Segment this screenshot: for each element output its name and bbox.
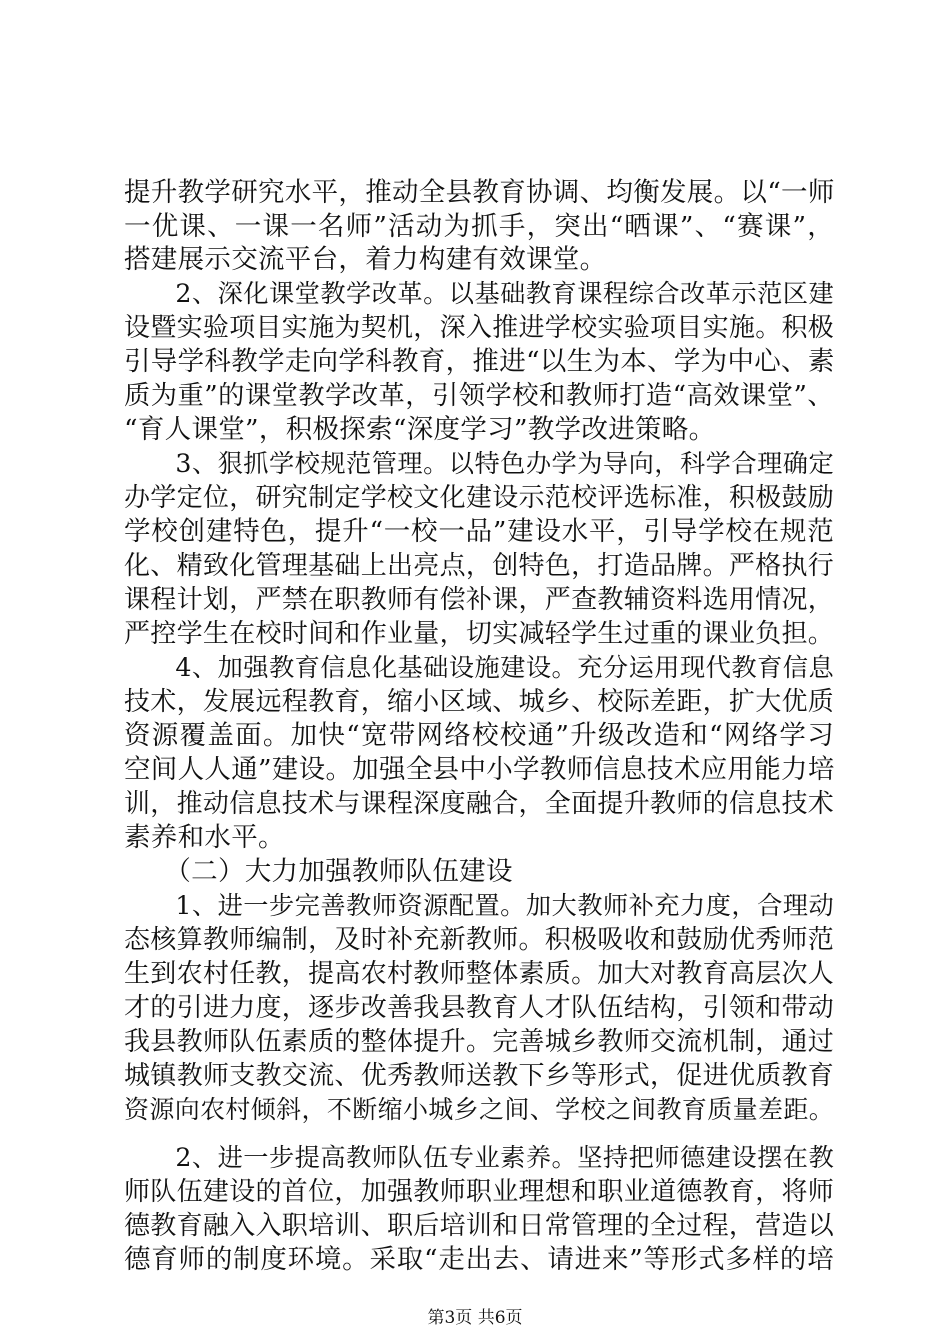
text-line: 提升教学研究水平，推动全县教育协调、均衡发展。以“一师 <box>124 177 835 208</box>
text-line: 资源覆盖面。加快“宽带网络校校通”升级改造和“网络学习 <box>124 720 834 751</box>
page-number: 第3页 共6页 <box>427 1308 523 1328</box>
text-line: 2、进一步提高教师队伍专业素养。坚持把师德建设摆在教 <box>124 1143 834 1172</box>
text-line: 素养和水平。 <box>124 822 285 853</box>
text-line: 质为重”的课堂教学改革，引领学校和教师打造“高效课堂”、 <box>124 381 834 411</box>
text-line: 4、加强教育信息化基础设施建设。充分运用现代教育信息 <box>124 653 834 682</box>
text-line: 3、狠抓学校规范管理。以特色办学为导向，科学合理确定 <box>124 449 834 478</box>
text-line: 城镇教师支教交流、优秀教师送教下乡等形式，促进优质教育 <box>124 1061 835 1091</box>
text-line: 引导学科教学走向学科教育，推进“以生为本、学为中心、素 <box>124 346 835 377</box>
text-line: 严控学生在校时间和作业量，切实减轻学生过重的课业负担。 <box>124 619 835 649</box>
text-line: 技术，发展远程教育，缩小区域、城乡、校际差距，扩大优质 <box>124 687 835 717</box>
text-line: “育人课堂”，积极探索“深度学习”教学改进策略。 <box>124 414 716 445</box>
text-line: 才的引进力度，逐步改善我县教育人才队伍结构，引领和带动 <box>124 993 835 1023</box>
text-line: 搭建展示交流平台，着力构建有效课堂。 <box>124 244 607 275</box>
text-line: 生到农村任教，提高农村教师整体素质。加大对教育高层次人 <box>124 959 835 989</box>
text-line: 1、进一步完善教师资源配置。加大教师补充力度，合理动 <box>124 891 834 920</box>
text-line: 德育师的制度环境。采取“走出去、请进来”等形式多样的培 <box>124 1244 834 1275</box>
text-line: 德教育融入入职培训、职后培训和日常管理的全过程，营造以 <box>124 1211 835 1241</box>
text-line: 资源向农村倾斜，不断缩小城乡之间、学校之间教育质量差距。 <box>124 1095 834 1124</box>
text-line: 师队伍建设的首位，加强教师职业理想和职业道德教育，将师 <box>124 1177 835 1207</box>
text-line: 课程计划，严禁在职教师有偿补课，严查教辅资料选用情况， <box>124 585 835 615</box>
text-line: 训，推动信息技术与课程深度融合，全面提升教师的信息技术 <box>124 789 835 819</box>
text-line: 设暨实验项目实施为契机，深入推进学校实验项目实施。积极 <box>124 313 835 343</box>
section-heading: （二）大力加强教师队伍建设 <box>124 856 513 887</box>
text-line: 一优课、一课一名师”活动为抓手，突出“晒课”、“赛课”， <box>124 211 834 242</box>
text-line: 2、深化课堂教学改革。以基础教育课程综合改革示范区建 <box>124 279 834 308</box>
text-line: 我县教师队伍素质的整体提升。完善城乡教师交流机制，通过 <box>124 1027 835 1057</box>
text-line: 学校创建特色，提升“一校一品”建设水平，引导学校在规范 <box>124 516 834 547</box>
text-line: 办学定位，研究制定学校文化建设示范校评选标准，积极鼓励 <box>124 483 835 513</box>
text-line: 空间人人通”建设。加强全县中小学教师信息技术应用能力培 <box>124 754 835 785</box>
text-line: 化、精致化管理基础上出亮点，创特色，打造品牌。严格执行 <box>124 551 835 581</box>
text-line: 态核算教师编制，及时补充新教师。积极吸收和鼓励优秀师范 <box>124 925 835 955</box>
